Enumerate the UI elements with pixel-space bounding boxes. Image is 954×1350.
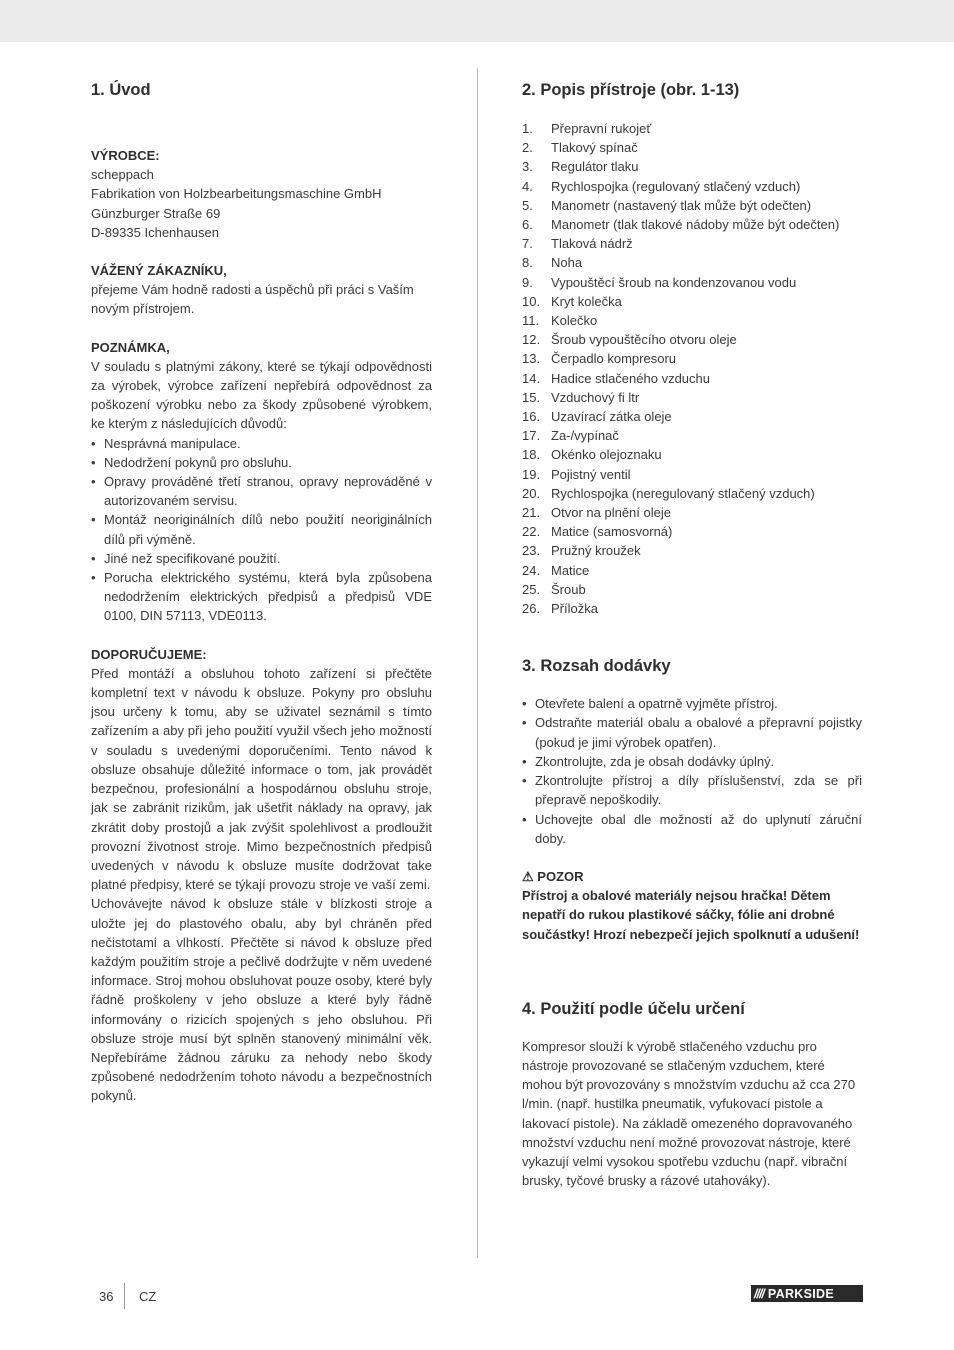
- list-item: [522, 388, 862, 407]
- address-line: D-89335 Ichenhausen: [91, 224, 219, 240]
- recommend-paragraph: Před montáží a obsluhou tohoto zařízení si přečtěte kompletní text v návodu k obsluze. Pokyny pro obsluhu jsou určeny k tomu, aby se uživatel seznámil s tímto zařízením a aby při jeho použití využil všech jeho možností v souladu s uvedenými doporučeními. Tento návod k obsluze obsahuje důležité informace o tom, jak provádět bezpečnou, profesionální a hospodárnou obsluhu stroje, jak se zabránit rizikům, jak ušetřit náklady na opravy, jak zkrátit doby prostojů a jak zvýšit spolehlivost a prodloužit provozní životnost stroje. Mimo bezpečnostních předpisů uvedených v návodu k obsluze musíte dodržovat take platné předpisy, které se týkají provozu stroje ve vaší zemi.: [91, 665, 432, 893]
- list-item: [522, 234, 862, 253]
- recommend-paragraph: Uchovávejte návod k obsluze stále v blízkosti stroje a uložte jej do plastového obalu, aby byl chráněn před nečistotami a vlhkostí. Přečtěte si návod k obsluze před každým použitím stroje a pečlivě dodržujte v něm uvedené informace. Stroj mohou obsluhovat pouze osoby, které byly řádně proškoleny v jeho obsluze a které byly řádně informovány o rizicích spojených s jeho obsluhou. Při obsluze stroje musí být splněn stanovený minimální věk. Nepřebíráme žádnou záruku za nehody nebo škody způsobené nedodržením tohoto návodu a bezpečnostních pokynů.: [91, 896, 432, 1104]
- part-label: Vypouštěcí šroub na kondenzovanou vodu: [551, 274, 797, 290]
- list-item: [522, 157, 862, 176]
- scope-heading: 3. Rozsah dodávky: [522, 657, 671, 676]
- header-band: [0, 0, 954, 42]
- customer-label: VÁŽENÝ ZÁKAZNÍKU,: [91, 263, 227, 279]
- part-number: 10.: [522, 293, 541, 309]
- part-label: Přepravní rukojeť: [551, 121, 652, 136]
- warning-heading: [522, 867, 862, 886]
- part-number: 4.: [522, 178, 533, 194]
- customer-text: přejeme Vám hodně radosti a úspěchů při práci s Vaším novým přístrojem.: [91, 282, 414, 317]
- part-label: Vzduchový fi ltr: [551, 389, 640, 405]
- logo-text: PARKSIDE: [767, 1286, 834, 1301]
- part-label: Rychlospojka (neregulovaný stlačený vzduch): [551, 485, 815, 501]
- list-item: [522, 465, 862, 484]
- part-label: Pružný kroužek: [551, 543, 641, 559]
- scope-bullet-list: [522, 694, 862, 848]
- part-label: Čerpadlo kompresoru: [551, 351, 677, 367]
- part-number: 24.: [522, 562, 541, 578]
- language-code: CZ: [139, 1289, 157, 1304]
- list-item: • Jiné než specifikované použití.: [91, 549, 432, 568]
- part-number: 25.: [522, 581, 541, 597]
- list-item: • Uchovejte obal dle možností až do uplynutí záruční doby.: [522, 810, 862, 848]
- list-item: [522, 349, 862, 368]
- part-number: 9.: [522, 274, 533, 290]
- part-label: Matice: [551, 562, 590, 578]
- part-number: 6.: [522, 217, 533, 233]
- list-item: [522, 561, 862, 580]
- note-label: POZNÁMKA,: [91, 339, 170, 355]
- left-column: [91, 78, 432, 1106]
- warning-icon: ⚠: [522, 868, 534, 884]
- list-item: [522, 215, 862, 234]
- part-number: 5.: [522, 197, 533, 213]
- list-item: [522, 522, 862, 541]
- list-item: [522, 311, 862, 330]
- list-item: [522, 292, 862, 311]
- list-item: [522, 196, 862, 215]
- part-number: 16.: [522, 409, 541, 425]
- intro-heading: 1. Úvod: [91, 81, 151, 99]
- warning-text: Přístroj a obalové materiály nejsou hračka! Dětem nepatří do rukou plastikové sáčky, fólie ani drobné součástky! Hrozí nebezpečí jejich spolknutí a udušení!: [522, 888, 860, 942]
- recommend-label: DOPORUČUJEME:: [91, 646, 207, 662]
- manufacturer-address: [91, 165, 432, 242]
- list-item: • Nesprávná manipulace.: [91, 434, 432, 453]
- list-item: • Odstraňte materiál obalu a obalové a přepravní pojistky (pokud je jimi výrobek opatřen).: [522, 713, 862, 751]
- part-number: 18.: [522, 447, 541, 463]
- note-bullet-list: [91, 434, 432, 626]
- list-item: [522, 541, 862, 560]
- part-label: Šroub: [551, 581, 586, 597]
- list-item: • Opravy prováděné třetí stranou, opravy neprováděné v autorizovaném servisu.: [91, 472, 432, 510]
- list-item: • Nedodržení pokynů pro obsluhu.: [91, 453, 432, 472]
- part-number: 19.: [522, 466, 541, 482]
- page-number: 36: [99, 1289, 114, 1304]
- list-item: • Porucha elektrického systému, která byla způsobena nedodržením elektrických předpisů a předpisů VDE 0100, DIN 57113, VDE0113.: [91, 568, 432, 626]
- part-label: Příložka: [551, 601, 598, 617]
- parts-list: [522, 119, 862, 618]
- use-text: Kompresor slouží k výrobě stlačeného vzduchu pro nástroje provozované se stlačeným vzduchem, které mohou být provozovány s množstvím vzduchu až cca 270 l/min. (např. hustilka pneumatik, vyfukovací pistole a lakovací pistole). Na základě omezeného dopravovaného množství vzduchu není možné provozovat nástroje, které vykazují velmi vysokou spotřebu vzduchu (např. vibrační brusky, tyčové brusky a rázové utahováky).: [522, 1038, 856, 1189]
- list-item: [522, 138, 862, 157]
- part-number: 14.: [522, 370, 541, 386]
- part-number: 20.: [522, 485, 541, 501]
- description-heading: 2. Popis přístroje (obr. 1-13): [522, 81, 740, 99]
- use-heading: 4. Použití podle účelu určení: [522, 999, 745, 1018]
- list-item: [522, 580, 862, 599]
- part-number: 3.: [522, 159, 533, 175]
- list-item: [522, 177, 862, 196]
- address-line: Fabrikation von Holzbearbeitungsmaschine GmbH: [91, 186, 382, 202]
- part-number: 12.: [522, 332, 541, 348]
- logo-stripes-icon: ////: [754, 1286, 764, 1301]
- list-item: [522, 273, 862, 292]
- part-number: 21.: [522, 505, 541, 521]
- column-divider: [477, 68, 478, 1258]
- part-label: Uzavírací zátka oleje: [551, 409, 672, 425]
- part-number: 2.: [522, 140, 533, 156]
- part-number: 1.: [522, 121, 533, 136]
- list-item: [522, 484, 862, 503]
- part-label: Okénko olejoznaku: [551, 447, 662, 463]
- list-item: [522, 599, 862, 618]
- part-label: Matice (samosvorná): [551, 524, 673, 540]
- list-item: • Zkontrolujte přístroj a díly příslušenství, zda se při přepravě nepoškodily.: [522, 771, 862, 809]
- part-label: Regulátor tlaku: [551, 159, 639, 175]
- part-label: Kolečko: [551, 313, 598, 329]
- part-label: Manometr (tlak tlakové nádoby může být odečten): [551, 217, 840, 233]
- part-label: Manometr (nastavený tlak může být odečten): [551, 197, 812, 213]
- list-item: • Otevřete balení a opatrně vyjměte přístroj.: [522, 694, 862, 713]
- manufacturer-label: VÝROBCE:: [91, 148, 160, 163]
- list-item: [522, 369, 862, 388]
- list-item: [522, 445, 862, 464]
- footer-divider: [124, 1283, 125, 1309]
- right-column: [522, 78, 862, 1190]
- part-label: Pojistný ventil: [551, 466, 631, 482]
- list-item: [522, 253, 862, 272]
- part-number: 17.: [522, 428, 541, 444]
- address-line: scheppach: [91, 167, 154, 183]
- address-line: Günzburger Straße 69: [91, 205, 221, 221]
- part-label: Za-/vypínač: [551, 428, 619, 444]
- part-number: 22.: [522, 524, 541, 540]
- part-label: Noha: [551, 255, 583, 271]
- part-number: 15.: [522, 389, 541, 405]
- part-number: 23.: [522, 543, 541, 559]
- part-number: 11.: [522, 313, 540, 329]
- list-item: [522, 119, 862, 138]
- list-item: [522, 503, 862, 522]
- part-label: Otvor na plnění oleje: [551, 505, 671, 521]
- part-number: 26.: [522, 601, 541, 617]
- part-label: Rychlospojka (regulovaný stlačený vzduch): [551, 178, 801, 194]
- part-label: Šroub vypouštěcího otvoru oleje: [551, 332, 737, 348]
- part-label: Kryt kolečka: [551, 293, 622, 309]
- part-label: Tlakový spínač: [551, 140, 638, 156]
- note-text: V souladu s platnými zákony, které se týkají odpovědnosti za výrobek, výrobce zařízení nepřebírá odpovědnost za poškození výrobku nebo za škody způsobené výrobkem, ke kterým z následujících důvodů:: [91, 358, 432, 432]
- list-item: • Montáž neoriginálních dílů nebo použití neoriginálních dílů při výměně.: [91, 510, 432, 548]
- list-item: • Zkontrolujte, zda je obsah dodávky úplný.: [522, 752, 862, 771]
- list-item: [522, 426, 862, 445]
- list-item: [522, 407, 862, 426]
- part-label: Hadice stlačeného vzduchu: [551, 370, 710, 386]
- part-label: Tlaková nádrž: [551, 236, 633, 252]
- brand-logo: [751, 1285, 863, 1302]
- part-number: 7.: [522, 236, 533, 252]
- warning-title: POZOR: [537, 868, 584, 884]
- part-number: 13.: [522, 351, 541, 367]
- list-item: [522, 330, 862, 349]
- part-number: 8.: [522, 255, 533, 271]
